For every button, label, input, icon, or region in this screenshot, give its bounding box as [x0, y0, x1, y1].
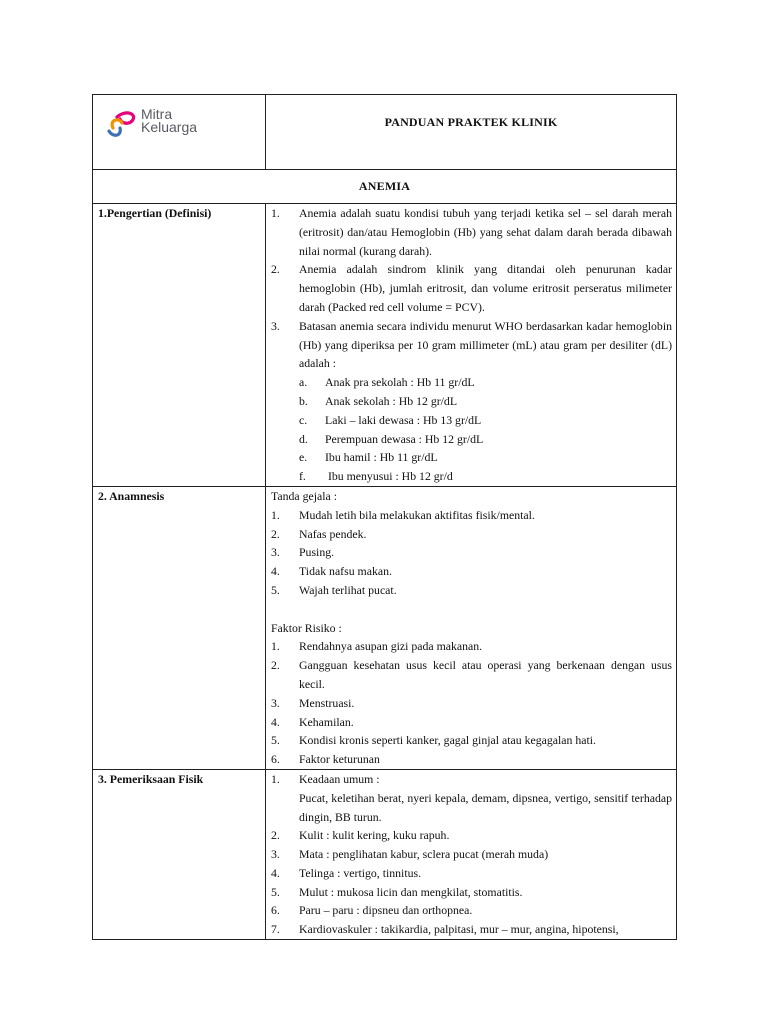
sub-list-item: e. Ibu hamil : Hb 11 gr/dL: [299, 450, 438, 465]
mitra-keluarga-logo: [106, 108, 231, 138]
logo-line-2: Keluarga: [141, 119, 198, 135]
sub-list-item: b. Anak sekolah : Hb 12 gr/dL: [299, 393, 458, 408]
list-item: 5. Mulut : mukosa licin dan mengkilat, stomatitis.: [271, 884, 523, 899]
sub-list-item: c. Laki – laki dewasa : Hb 13 gr/dL: [299, 412, 482, 427]
list-item: 6. Faktor keturunan: [271, 752, 380, 767]
list-item: 1. Mudah letih bila melakukan aktifitas fisik/mental.: [271, 507, 535, 522]
section-title: 1.Pengertian (Definisi): [93, 204, 266, 487]
list-item: 4. Kehamilan.: [271, 714, 354, 729]
header-row: [93, 95, 677, 170]
list-item: 1. Keadaan umum :: [271, 771, 380, 786]
list-item: 3. Pusing.: [271, 545, 335, 560]
section-body: [266, 204, 677, 487]
sub-list-item: f. Ibu menyusui : Hb 12 gr/d: [299, 469, 453, 484]
subheading: Faktor Risiko :: [271, 620, 342, 635]
list-item: 5. Wajah terlihat pucat.: [271, 582, 397, 597]
list-item: 5. Kondisi kronis seperti kanker, gagal ginjal atau kegagalan hati.: [271, 733, 596, 748]
list-item: 2. Kulit : kulit kering, kuku rapuh.: [271, 828, 450, 843]
list-item: 2. Nafas pendek.: [271, 526, 367, 541]
sub-list-item: d. Perempuan dewasa : Hb 12 gr/dL: [299, 431, 484, 446]
list-item: 1. Rendahnya asupan gizi pada makanan.: [271, 639, 483, 654]
logo-wordmark: [141, 108, 197, 134]
clinical-guideline-document: [92, 94, 676, 940]
section-row-anamnesis: [93, 486, 677, 769]
subheading: Tanda gejala :: [271, 488, 337, 503]
section-body: [266, 486, 677, 769]
list-item: 6. Paru – paru : dipsneu dan orthopnea.: [271, 903, 473, 918]
list-item: 2. Gangguan kesehatan usus kecil atau operasi yang berkenaan dengan usus kecil.: [271, 658, 672, 691]
section-title: 3. Pemeriksaan Fisik: [93, 769, 266, 939]
guideline-table: [92, 94, 677, 940]
sub-list-item: a. Anak pra sekolah : Hb 11 gr/dL: [299, 375, 475, 390]
list-item: 4. Tidak nafsu makan.: [271, 564, 392, 579]
list-item: 1. Anemia adalah suatu kondisi tubuh yang terjadi ketika sel – sel darah merah (eritrosit) dan/atau Hemoglobin (Hb) yang sehat dalam darah berada dibawah nilai normal (kurang darah).: [271, 206, 672, 258]
spacer: [271, 600, 672, 619]
section-title: 2. Anamnesis: [93, 486, 266, 769]
list-item: 3. Menstruasi.: [271, 695, 355, 710]
section-row-pemeriksaan-fisik: [93, 769, 677, 939]
list-item: 7. Kardiovaskuler : takikardia, palpitasi, mur – mur, angina, hipotensi,: [271, 922, 619, 937]
list-item: 3. Batasan anemia secara individu menurut WHO berdasarkan kadar hemoglobin (Hb) yang diperiksa per 10 gram millimeter (mL) atau gram per desiliter (dL) adalah :: [271, 318, 672, 371]
list-item: Pucat, keletihan berat, nyeri kepala, demam, dipsnea, vertigo, sensitif terhadap dingin, BB turun.: [299, 790, 672, 824]
document-title: PANDUAN PRAKTEK KLINIK: [266, 95, 677, 170]
list-item: 4. Telinga : vertigo, tinnitus.: [271, 865, 422, 880]
topic-row: [93, 170, 677, 204]
list-item: 3. Mata : penglihatan kabur, sclera pucat (merah muda): [271, 847, 549, 862]
list-item: 2. Anemia adalah sindrom klinik yang ditandai oleh penurunan kadar hemoglobin (Hb), jumlah eritrosit, dan volume eritrosit perseratus milimeter darah (Packed red cell volume = PCV).: [271, 262, 672, 314]
section-row-definisi: [93, 204, 677, 487]
logo-line-1: Mitra: [141, 106, 173, 122]
logo-mark-icon: [106, 108, 140, 138]
section-body: [266, 769, 677, 939]
topic-title: ANEMIA: [93, 170, 677, 204]
logo-cell: [93, 95, 266, 170]
